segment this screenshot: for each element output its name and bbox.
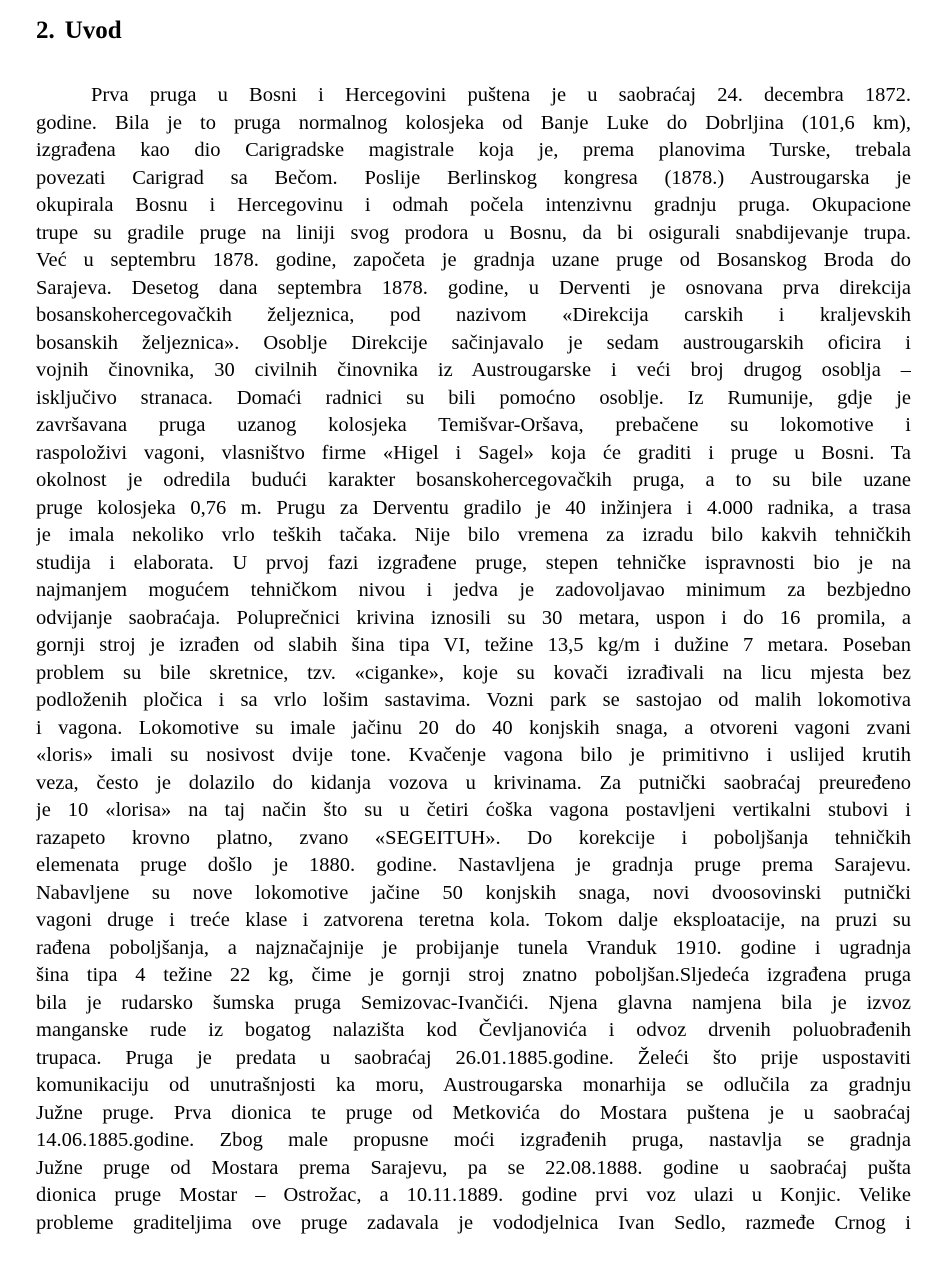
intro-paragraph [36, 82, 911, 1237]
paragraph-line: Prva pruga u Bosni i Hercegovini puštena je u saobraćaj 24. decembra 1872. [91, 84, 911, 106]
paragraph-line: rađena poboljšanja, a najznačajnije je probijanje tunela Vranduk 1910. godine i ugradnja [36, 936, 911, 959]
paragraph-line: gornji stroj je izrađen od slabih šina tipa VI, težine 13,5 kg/m i dužine 7 metara. Poseban [36, 634, 911, 656]
paragraph-line: izgrađena kao dio Carigradske magistrale koja je, prema planovima Turske, trebala [36, 139, 911, 161]
paragraph-line: raspoloživi vagoni, vlasništvo firme «Higel i Sagel» koja će graditi i pruge u Bosni. Ta [36, 441, 911, 464]
paragraph-line: vojnih činovnika, 30 civilnih činovnika iz Austrougarske i veći broj drugog osoblja – [36, 359, 911, 381]
paragraph-line: bila je rudarsko šumska pruga Semizovac-Ivančići. Njena glavna namjena bila je izvoz [36, 991, 911, 1014]
paragraph-line: Nabavljene su nove lokomotive jačine 50 konjskih snaga, novi dvoosovinski putnički [36, 881, 911, 904]
paragraph-line: veza, često je dolazilo do kidanja vozova u krivinama. Za putnički saobraćaj preuređeno [36, 771, 911, 794]
paragraph-line: «loris» imali su nosivost dvije tone. Kvačenje vagona bilo je primitivno i uslijed krutih [36, 744, 911, 766]
paragraph-line: šina tipa 4 težine 22 kg, čime je gornji stroj znatno poboljšan.Sljedeća izgrađena pruga [36, 964, 911, 986]
paragraph-line: manganske rude iz bogatog nalazišta kod Čevljanovića i odvoz drvenih poluobrađenih [36, 1019, 911, 1041]
paragraph-line: isključivo stranaca. Domaći radnici su bili pomoćno osoblje. Iz Rumunije, gdje je [36, 386, 911, 409]
paragraph-line: vagoni druge i treće klase i zatvorena teretna kola. Tokom dalje eksploatacije, na pruzi su [36, 909, 911, 931]
paragraph-line: pruge kolosjeka 0,76 m. Prugu za Derventu gradilo je 40 inžinjera i 4.000 radnika, a trasa [36, 496, 911, 519]
paragraph-line: završavana pruga uzanog kolosjeka Temišvar-Oršava, prebačene su lokomotive i [36, 414, 911, 436]
paragraph-line: 14.06.1885.godine. Zbog male propusne moći izgrađenih pruga, nastavlja se gradnja [36, 1129, 911, 1151]
section-number: 2. [36, 17, 55, 44]
paragraph-line: Već u septembru 1878. godine, započeta je gradnja uzane pruge od Bosanskog Broda do [36, 249, 911, 271]
paragraph-line: Južne pruge. Prva dionica te pruge od Metkovića do Mostara puštena je u saobraćaj [36, 1101, 911, 1124]
paragraph-line: Južne pruge od Mostara prema Sarajevu, pa se 22.08.1888. godine u saobraćaj pušta [36, 1156, 911, 1179]
paragraph-line: godine. Bila je to pruga normalnog kolosjeka od Banje Luke do Dobrljina (101,6 km), [36, 111, 911, 134]
paragraph-line: probleme graditeljima ove pruge zadavala je vododjelnica Ivan Sedlo, razmeđe Crnog i [36, 1211, 911, 1234]
paragraph-line: okupirala Bosnu i Hercegovinu i odmah počela intenzivnu gradnju pruga. Okupacione [36, 194, 911, 216]
section-title: Uvod [64, 17, 122, 44]
paragraph-line: i vagona. Lokomotive su imale jačinu 20 do 40 konjskih snaga, a otvoreni vagoni zvani [36, 716, 911, 739]
paragraph-line: je imala nekoliko vrlo teških tačaka. Nije bilo vremena za izradu bilo kakvih tehničkih [36, 524, 911, 546]
paragraph-line: bosanskih željeznica». Osoblje Direkcije sačinjavalo je sedam austrougarskih oficira i [36, 331, 911, 354]
paragraph-line: podloženih pločica i sa vrlo lošim sastavima. Vozni park se sastojao od malih lokomotiva [36, 689, 911, 711]
paragraph-line: problem su bile skretnice, tzv. «ciganke», koje su kovači izrađivali na licu mjesta bez [36, 661, 911, 684]
paragraph-line: trupaca. Pruga je predata u saobraćaj 26.01.1885.godine. Želeći što prije uspostaviti [36, 1046, 911, 1069]
paragraph-line: povezati Carigrad sa Bečom. Poslije Berlinskog kongresa (1878.) Austrougarska je [36, 166, 911, 189]
paragraph-line: komunikaciju od unutrašnjosti ka moru, Austrougarska monarhija se odlučila za gradnju [36, 1074, 911, 1096]
paragraph-line: studija i elaborata. U prvoj fazi izgrađene pruge, stepen tehničke ispravnosti bio je na [36, 551, 911, 574]
paragraph-line: dionica pruge Mostar – Ostrožac, a 10.11.1889. godine prvi voz ulazi u Konjic. Velike [36, 1184, 911, 1206]
section-heading [36, 14, 122, 48]
paragraph-line: je 10 «lorisa» na taj način što su u četiri ćoška vagona postavljeni vertikalni stubovi i [36, 799, 911, 821]
paragraph-line: odvijanje saobraćaja. Poluprečnici krivina iznosili su 30 metara, uspon i do 16 promila, a [36, 606, 911, 629]
paragraph-line: okolnost je odredila budući karakter bosanskohercegovačkih pruga, a to su bile uzane [36, 469, 911, 491]
paragraph-line: trupe su gradile pruge na liniji svog prodora u Bosnu, da bi osigurali snabdijevanje trupa. [36, 221, 911, 244]
paragraph-line: bosanskohercegovačkih željeznica, pod nazivom «Direkcija carskih i kraljevskih [36, 304, 911, 326]
paragraph-line: najmanjem mogućem tehničkom nivou i jedva je zadovoljavao minimum za bezbjedno [36, 579, 911, 601]
paragraph-line: Sarajeva. Desetog dana septembra 1878. godine, u Derventi je osnovana prva direkcija [36, 276, 911, 299]
paragraph-line: elemenata pruge došlo je 1880. godine. Nastavljena je gradnja pruge prema Sarajevu. [36, 854, 911, 876]
paragraph-line: razapeto krovno platno, zvano «SEGEITUH». Do korekcije i poboljšanja tehničkih [36, 826, 911, 849]
